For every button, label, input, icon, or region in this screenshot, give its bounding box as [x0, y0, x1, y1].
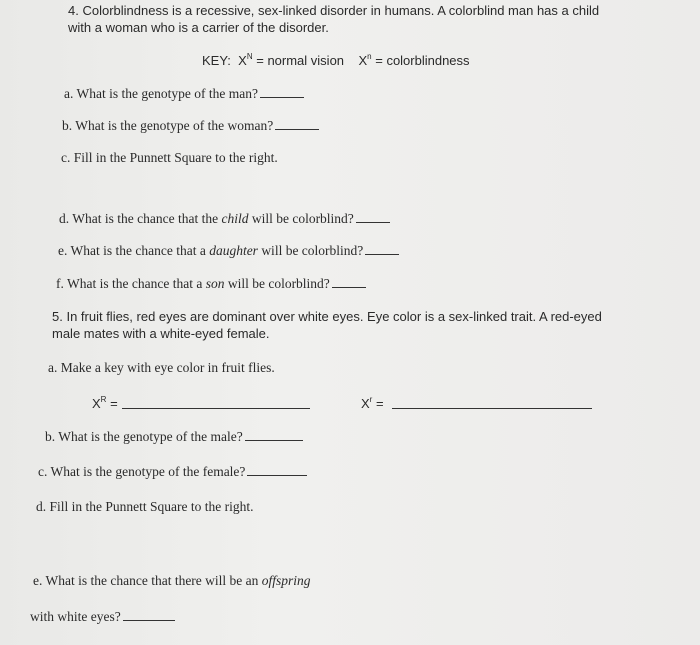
key-label: KEY:	[202, 53, 231, 68]
q4-part-c: c. Fill in the Punnett Square to the right.	[61, 150, 278, 165]
q4-part-a	[64, 86, 304, 102]
q4d-text-emphasis: child	[221, 211, 249, 226]
q5-key-white: $X^r$ =	[361, 395, 384, 411]
q5b-answer-blank[interactable]	[245, 439, 303, 441]
q4e-answer-blank[interactable]	[365, 253, 399, 255]
q5e-answer-blank[interactable]	[123, 619, 175, 621]
q4d-text-post: will be colorblind?	[251, 211, 354, 226]
key-normal-allele: $X^N$	[238, 52, 253, 68]
q4-part-f	[56, 276, 366, 292]
key-colorblind-desc: = colorblindness	[375, 53, 470, 68]
q4a-text: a. What is the genotype of the man?	[64, 86, 258, 101]
q5e-text-emphasis: offspring	[261, 573, 311, 588]
q4b-answer-blank[interactable]	[275, 128, 319, 130]
q4-part-e	[58, 243, 399, 259]
q5-part-c	[38, 464, 307, 480]
key-normal-desc: = normal vision	[256, 53, 345, 68]
q5c-answer-blank[interactable]	[247, 474, 307, 476]
q4-key	[202, 52, 470, 68]
q4e-text-post: will be colorblind?	[261, 243, 364, 258]
q4d-text-pre: d. What is the chance that the	[59, 211, 219, 226]
q5-part-e	[33, 573, 311, 589]
q5e-text-pre: e. What is the chance that there will be an	[33, 573, 259, 588]
key-colorblind-allele: $X^n$	[358, 52, 372, 68]
q5-intro-line1: 5. In fruit flies, red eyes are dominant over white eyes. Eye color is a sex-linked trait. A red-eyed	[52, 309, 602, 324]
q4e-text-pre: e. What is the chance that a	[58, 243, 206, 258]
q4b-text: b. What is the genotype of the woman?	[62, 118, 274, 133]
q4d-answer-blank[interactable]	[356, 221, 390, 223]
q4f-text-post: will be colorblind?	[227, 276, 330, 291]
q4a-answer-blank[interactable]	[260, 96, 304, 98]
q4f-text-emphasis: son	[205, 276, 225, 291]
q4-intro-line2: with a woman who is a carrier of the disorder.	[68, 20, 329, 35]
q5-key-red: $X^R$ =	[92, 395, 118, 411]
q4-intro-line1: 4. Colorblindness is a recessive, sex-linked disorder in humans. A colorblind man has a child	[68, 3, 600, 18]
q4f-answer-blank[interactable]	[332, 286, 366, 288]
q5-intro-line2: male mates with a white-eyed female.	[52, 326, 270, 341]
q4-part-d	[59, 211, 390, 227]
q5b-text: b. What is the genotype of the male?	[45, 429, 243, 444]
q5-key-white-blank[interactable]	[392, 408, 592, 409]
q5e-text-line2: with white eyes?	[30, 609, 121, 624]
q5-key-red-blank[interactable]	[122, 408, 310, 409]
q5c-text: c. What is the genotype of the female?	[38, 464, 246, 479]
q5-part-a: a. Make a key with eye color in fruit flies.	[48, 360, 275, 375]
q4-part-b	[62, 118, 319, 134]
q5-part-b	[45, 429, 303, 445]
q5-part-d: d. Fill in the Punnett Square to the right.	[36, 499, 254, 514]
q4e-text-emphasis: daughter	[209, 243, 258, 258]
q4f-text-pre: f. What is the chance that a	[56, 276, 203, 291]
q5-part-e-line2	[30, 609, 175, 625]
